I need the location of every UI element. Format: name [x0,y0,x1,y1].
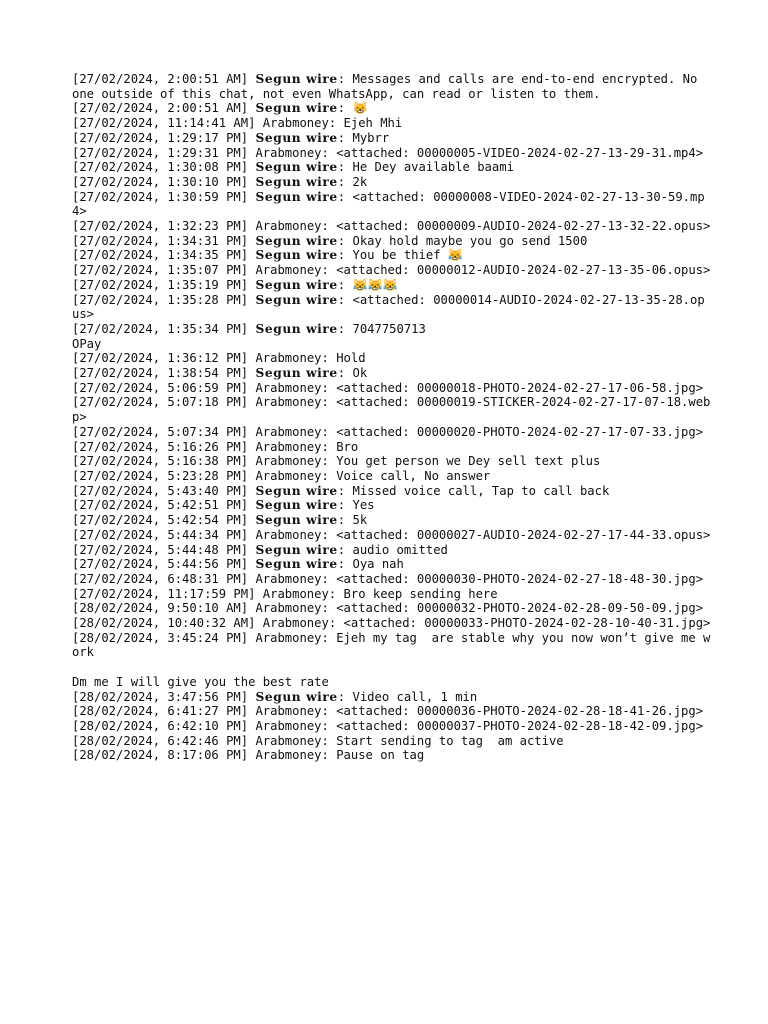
message-text: <attached: 00000008-VIDEO-2024-02-27-13-30-59.mp4> [72,189,705,219]
message-sender: Segun wire [255,689,338,704]
message-sender: Arabmoney [255,527,322,542]
message-line: [27/02/2024, 2:00:51 AM] Segun wire: 😸 [72,101,368,116]
message-timestamp: [27/02/2024, 1:29:31 PM] [72,145,249,160]
message-timestamp: [27/02/2024, 5:16:38 PM] [72,454,249,469]
message-text: Bro [336,439,359,454]
message-sender: Arabmoney [255,424,322,439]
message-timestamp: [28/02/2024, 10:40:32 AM] [72,616,256,631]
message-text: Messages and calls are end-to-end encrypted. No one outside of this chat, not even WhatsApp, can read or listen to them. [72,72,705,101]
message-sender: Arabmoney [255,718,322,733]
message-line: [27/02/2024, 5:42:54 PM] Segun wire: 5k [72,513,368,528]
message-sender: Arabmoney [255,630,322,645]
message-text: 😹😹😹 [352,277,399,292]
message-timestamp: [27/02/2024, 5:16:26 PM] [72,439,249,454]
message-sender: Arabmoney [255,380,322,395]
message-sender: Segun wire [255,101,338,116]
message-text: You be thief 😹 [352,248,464,263]
message-text: <attached: 00000020-PHOTO-2024-02-27-17-07-33.jpg> [336,424,704,439]
message-timestamp: [27/02/2024, 5:06:59 PM] [72,380,249,395]
message-line: [27/02/2024, 1:38:54 PM] Segun wire: Ok [72,366,368,381]
message-timestamp: [28/02/2024, 8:17:06 PM] [72,748,249,763]
message-line: [27/02/2024, 5:44:48 PM] Segun wire: audio omitted [72,542,448,557]
message-text: audio omitted [352,542,448,557]
message-timestamp: [28/02/2024, 6:42:10 PM] [72,718,249,733]
message-text: Yes [352,498,375,513]
message-line: [27/02/2024, 1:30:08 PM] Segun wire: He Dey available baami [72,160,514,175]
message-line: [27/02/2024, 1:35:07 PM] Arabmoney: <attached: 00000012-AUDIO-2024-02-27-13-35-06.opus> [72,263,711,278]
message-line: [27/02/2024, 5:16:26 PM] Arabmoney: Bro [72,439,359,454]
message-text: Okay hold maybe you go send 1500 [352,233,588,248]
message-sender: Segun wire [255,292,338,307]
message-timestamp: [27/02/2024, 5:42:51 PM] [72,498,249,513]
message-line: [27/02/2024, 1:36:12 PM] Arabmoney: Hold [72,351,366,366]
message-sender: Segun wire [255,366,338,381]
message-sender: Segun wire [255,189,338,204]
message-text: Bro keep sending here [343,586,498,601]
message-timestamp: [28/02/2024, 3:47:56 PM] [72,689,249,704]
message-text: Ok [352,366,368,381]
message-text: You get person we Dey sell text plus [336,454,601,469]
message-timestamp: [27/02/2024, 1:34:35 PM] [72,248,249,263]
message-sender: Segun wire [255,130,338,145]
message-timestamp: [27/02/2024, 1:30:08 PM] [72,160,249,175]
message-text: He Dey available baami [352,160,514,175]
message-timestamp: [27/02/2024, 1:30:59 PM] [72,189,249,204]
message-timestamp: [27/02/2024, 5:07:34 PM] [72,424,249,439]
message-sender: Segun wire [255,542,338,557]
message-line: [28/02/2024, 3:47:56 PM] Segun wire: Video call, 1 min [72,689,478,704]
message-line: [27/02/2024, 1:35:28 PM] Segun wire: <attached: 00000014-AUDIO-2024-02-27-13-35-28.opus> [72,292,705,322]
message-text: 5k [352,513,368,528]
message-log [72,72,712,763]
message-timestamp: [27/02/2024, 5:42:54 PM] [72,513,249,528]
message-timestamp: [27/02/2024, 1:32:23 PM] [72,219,249,234]
message-line: [28/02/2024, 3:45:24 PM] Arabmoney: Ejeh my tag are stable why you now won’t give me work Dm me I will give you the best rate [72,630,711,689]
message-text: Start sending to tag am active [336,733,564,748]
message-line: [27/02/2024, 5:44:34 PM] Arabmoney: <attached: 00000027-AUDIO-2024-02-27-17-44-33.opus> [72,527,711,542]
message-sender: Segun wire [255,321,338,336]
message-timestamp: [28/02/2024, 9:50:10 AM] [72,601,249,616]
message-line: [28/02/2024, 9:50:10 AM] Arabmoney: <attached: 00000032-PHOTO-2024-02-28-09-50-09.jpg> [72,601,704,616]
message-sender: Arabmoney [255,571,322,586]
message-timestamp: [27/02/2024, 1:29:17 PM] [72,130,249,145]
message-sender: Arabmoney [255,454,322,469]
message-sender: Arabmoney [255,468,322,483]
message-timestamp: [27/02/2024, 1:35:07 PM] [72,263,249,278]
message-sender: Arabmoney [255,704,322,719]
message-timestamp: [27/02/2024, 5:23:28 PM] [72,468,249,483]
message-text: <attached: 00000030-PHOTO-2024-02-27-18-48-30.jpg> [336,571,704,586]
message-timestamp: [28/02/2024, 6:42:46 PM] [72,733,249,748]
message-text: <attached: 00000033-PHOTO-2024-02-28-10-40-31.jpg> [343,616,711,631]
message-timestamp: [27/02/2024, 5:43:40 PM] [72,483,249,498]
message-text: Oya nah [352,557,404,572]
message-timestamp: [28/02/2024, 6:41:27 PM] [72,704,249,719]
message-line: [27/02/2024, 1:34:35 PM] Segun wire: You be thief 😹 [72,248,464,263]
message-line: [27/02/2024, 1:29:17 PM] Segun wire: Mybrr [72,130,390,145]
message-sender: Arabmoney [255,263,322,278]
message-timestamp: [27/02/2024, 11:17:59 PM] [72,586,256,601]
message-timestamp: [27/02/2024, 5:44:56 PM] [72,557,249,572]
message-text: <attached: 00000005-VIDEO-2024-02-27-13-29-31.mp4> [336,145,704,160]
message-line: [27/02/2024, 1:30:10 PM] Segun wire: 2k [72,174,368,189]
message-sender: Arabmoney [262,586,329,601]
message-timestamp: [27/02/2024, 5:44:48 PM] [72,542,249,557]
chat-transcript-page [72,72,712,763]
message-sender: Segun wire [255,498,338,513]
message-timestamp: [27/02/2024, 2:00:51 AM] [72,72,249,86]
message-sender: Arabmoney [255,601,322,616]
message-text: Hold [336,351,366,366]
message-text: <attached: 00000027-AUDIO-2024-02-27-17-44-33.opus> [336,527,711,542]
message-text: Mybrr [352,130,390,145]
message-sender: Arabmoney [255,439,322,454]
message-timestamp: [27/02/2024, 1:35:34 PM] [72,321,249,336]
message-text: Missed voice call, Tap to call back [352,483,610,498]
message-line: [27/02/2024, 11:14:41 AM] Arabmoney: Ejeh Mhi [72,116,403,131]
message-text: 7047750713 OPay [72,321,426,351]
message-timestamp: [27/02/2024, 1:38:54 PM] [72,366,249,381]
message-sender: Segun wire [255,557,338,572]
message-timestamp: [27/02/2024, 1:35:28 PM] [72,292,249,307]
message-sender: Segun wire [255,72,338,86]
message-sender: Arabmoney [255,748,322,763]
message-timestamp: [27/02/2024, 2:00:51 AM] [72,101,249,116]
message-timestamp: [27/02/2024, 1:34:31 PM] [72,233,249,248]
message-sender: Arabmoney [255,351,322,366]
message-line: [28/02/2024, 6:42:10 PM] Arabmoney: <attached: 00000037-PHOTO-2024-02-28-18-42-09.jpg> [72,718,704,733]
message-line: [27/02/2024, 1:35:34 PM] Segun wire: 7047750713 OPay [72,321,426,351]
message-sender: Arabmoney [255,145,322,160]
message-line: [28/02/2024, 6:42:46 PM] Arabmoney: Start sending to tag am active [72,733,564,748]
message-text: 😸 [352,101,368,116]
message-sender: Arabmoney [255,219,322,234]
message-line: [28/02/2024, 8:17:06 PM] Arabmoney: Pause on tag [72,748,425,763]
message-line: [27/02/2024, 1:35:19 PM] Segun wire: 😹😹😹 [72,277,399,292]
message-timestamp: [27/02/2024, 5:44:34 PM] [72,527,249,542]
message-line: [27/02/2024, 11:17:59 PM] Arabmoney: Bro keep sending here [72,586,498,601]
message-line: [28/02/2024, 6:41:27 PM] Arabmoney: <attached: 00000036-PHOTO-2024-02-28-18-41-26.jpg> [72,704,704,719]
message-text: <attached: 00000032-PHOTO-2024-02-28-09-50-09.jpg> [336,601,704,616]
message-line: [27/02/2024, 2:00:51 AM] Segun wire: Messages and calls are end-to-end encrypted. No one outside of this chat, not even WhatsApp, can read or listen to them. [72,72,705,101]
message-text: <attached: 00000018-PHOTO-2024-02-27-17-06-58.jpg> [336,380,704,395]
message-text: <attached: 00000019-STICKER-2024-02-27-17-07-18.webp> [72,395,711,425]
message-sender: Segun wire [255,513,338,528]
message-line: [27/02/2024, 1:30:59 PM] Segun wire: <attached: 00000008-VIDEO-2024-02-27-13-30-59.mp4> [72,189,705,219]
message-text: Video call, 1 min [352,689,478,704]
message-timestamp: [27/02/2024, 1:36:12 PM] [72,351,249,366]
message-text: <attached: 00000036-PHOTO-2024-02-28-18-41-26.jpg> [336,704,704,719]
message-text: 2k [352,174,368,189]
message-sender: Segun wire [255,483,338,498]
message-sender: Arabmoney [262,116,329,131]
message-sender: Arabmoney [255,395,322,410]
message-line: [27/02/2024, 5:42:51 PM] Segun wire: Yes [72,498,375,513]
message-line: [27/02/2024, 5:07:34 PM] Arabmoney: <attached: 00000020-PHOTO-2024-02-27-17-07-33.jpg> [72,424,704,439]
message-sender: Segun wire [255,160,338,175]
message-text: Voice call, No answer [336,468,491,483]
message-sender: Segun wire [255,277,338,292]
message-timestamp: [27/02/2024, 5:07:18 PM] [72,395,249,410]
message-line: [27/02/2024, 1:29:31 PM] Arabmoney: <attached: 00000005-VIDEO-2024-02-27-13-29-31.mp4> [72,145,704,160]
message-text: <attached: 00000012-AUDIO-2024-02-27-13-35-06.opus> [336,263,711,278]
message-text: <attached: 00000014-AUDIO-2024-02-27-13-35-28.opus> [72,292,705,322]
message-sender: Segun wire [255,248,338,263]
message-timestamp: [27/02/2024, 11:14:41 AM] [72,116,256,131]
message-sender: Segun wire [255,174,338,189]
message-timestamp: [27/02/2024, 1:35:19 PM] [72,277,249,292]
message-timestamp: [27/02/2024, 1:30:10 PM] [72,174,249,189]
message-timestamp: [28/02/2024, 3:45:24 PM] [72,630,249,645]
message-text: <attached: 00000009-AUDIO-2024-02-27-13-32-22.opus> [336,219,711,234]
message-line: [27/02/2024, 5:43:40 PM] Segun wire: Missed voice call, Tap to call back [72,483,610,498]
message-line: [27/02/2024, 5:23:28 PM] Arabmoney: Voice call, No answer [72,468,491,483]
message-line: [27/02/2024, 5:07:18 PM] Arabmoney: <attached: 00000019-STICKER-2024-02-27-17-07-18.webp> [72,395,711,425]
message-sender: Arabmoney [262,616,329,631]
message-line: [27/02/2024, 5:16:38 PM] Arabmoney: You get person we Dey sell text plus [72,454,601,469]
message-sender: Segun wire [255,233,338,248]
message-line: [27/02/2024, 5:44:56 PM] Segun wire: Oya nah [72,557,404,572]
message-sender: Arabmoney [255,733,322,748]
message-line: [27/02/2024, 1:32:23 PM] Arabmoney: <attached: 00000009-AUDIO-2024-02-27-13-32-22.opus> [72,219,711,234]
message-text: Pause on tag [336,748,425,763]
message-line: [28/02/2024, 10:40:32 AM] Arabmoney: <attached: 00000033-PHOTO-2024-02-28-10-40-31.jpg> [72,616,711,631]
message-line: [27/02/2024, 5:06:59 PM] Arabmoney: <attached: 00000018-PHOTO-2024-02-27-17-06-58.jpg> [72,380,704,395]
message-line: [27/02/2024, 6:48:31 PM] Arabmoney: <attached: 00000030-PHOTO-2024-02-27-18-48-30.jpg> [72,571,704,586]
message-text: Ejeh my tag are stable why you now won’t give me work Dm me I will give you the best rate [72,630,711,689]
message-timestamp: [27/02/2024, 6:48:31 PM] [72,571,249,586]
message-text: <attached: 00000037-PHOTO-2024-02-28-18-42-09.jpg> [336,718,704,733]
message-line: [27/02/2024, 1:34:31 PM] Segun wire: Okay hold maybe you go send 1500 [72,233,588,248]
message-text: Ejeh Mhi [343,116,403,131]
